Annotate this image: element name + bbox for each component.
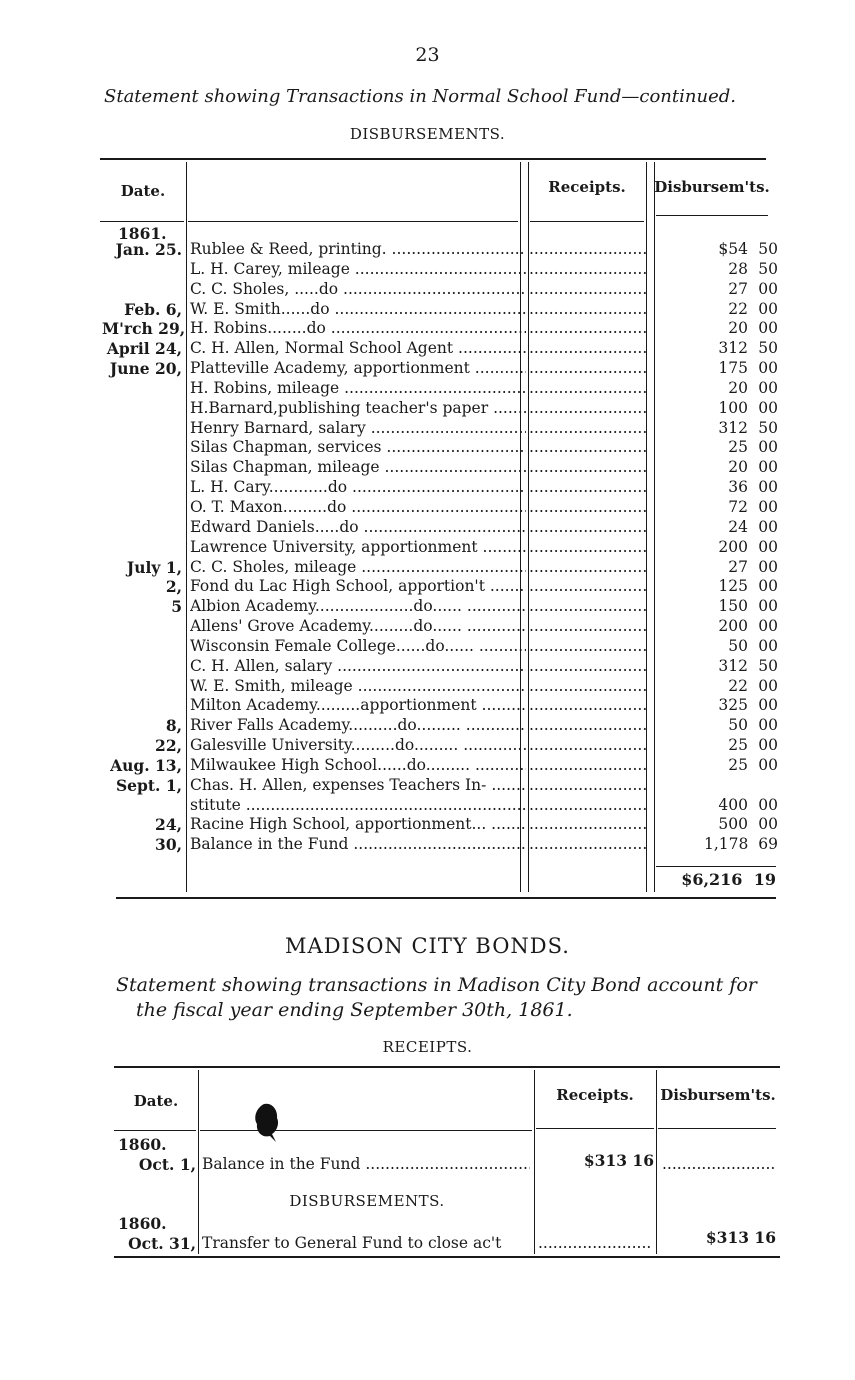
- row-cents: 00: [758, 636, 778, 655]
- row-date: 22,: [155, 736, 182, 756]
- row-cents: 50: [758, 656, 778, 675]
- row-dollars: 200: [718, 617, 748, 636]
- receipts-leader: [527, 379, 647, 399]
- receipts-column-header: Receipts.: [548, 178, 626, 196]
- leader-dots: [662, 1155, 776, 1173]
- table-top-rule: [114, 1066, 780, 1068]
- row-dollars: 20: [728, 378, 748, 397]
- table-row: [102, 776, 782, 796]
- row-dollars: 200: [718, 537, 748, 556]
- total-dollars: $6,216: [681, 870, 743, 889]
- table-row: [102, 498, 782, 518]
- row-amount: [652, 558, 778, 578]
- disbursements-table: [102, 240, 782, 855]
- receipt-year: 1860.: [118, 1135, 167, 1154]
- row-cents: 00: [758, 279, 778, 298]
- row-description: W. E. Smith, mileage .....: [190, 677, 526, 697]
- row-dollars: 72: [728, 497, 748, 516]
- row-description: Rublee & Reed, printing. .....: [190, 240, 526, 260]
- table-row: [102, 657, 782, 677]
- receipts-column-header: Receipts.: [556, 1086, 634, 1104]
- receipt-description: Balance in the Fund .....: [202, 1155, 530, 1173]
- header-underline: [656, 215, 768, 216]
- row-cents: 00: [758, 359, 778, 378]
- row-date: July 1,: [126, 557, 182, 577]
- row-cents: 00: [758, 736, 778, 755]
- row-cents: 00: [758, 378, 778, 397]
- row-dollars: $54: [718, 240, 748, 258]
- row-date: 30,: [155, 835, 182, 855]
- table-row: [102, 379, 782, 399]
- row-amount: [652, 458, 778, 478]
- receipts-leader: [527, 637, 647, 657]
- row-description: Galesville University.........do......... .....: [190, 736, 526, 756]
- receipts-leader: [527, 835, 647, 855]
- row-description: Milton Academy.........apportionment .....: [190, 696, 526, 716]
- year-label: 1861.: [118, 224, 167, 243]
- row-date: June 20,: [109, 359, 182, 379]
- receipts-leader: [527, 716, 647, 736]
- row-amount: [652, 260, 778, 280]
- row-dollars: 25: [728, 736, 748, 755]
- table-row: [102, 458, 782, 478]
- madison-statement-line-2: the fiscal year ending September 30th, 1861.: [136, 999, 573, 1021]
- receipts-leader: [527, 696, 647, 716]
- row-description: Platteville Academy, apportionment .....: [190, 359, 526, 379]
- table-row: [102, 260, 782, 280]
- row-amount: [652, 577, 778, 597]
- row-dollars: 22: [728, 299, 748, 318]
- receipt-date: Oct. 1,: [138, 1155, 196, 1174]
- row-dollars: 20: [728, 458, 748, 477]
- row-cents: 00: [758, 517, 778, 536]
- table-row: [102, 835, 782, 855]
- row-dollars: 312: [718, 339, 748, 358]
- row-description: C. H. Allen, salary .....: [190, 657, 526, 677]
- row-dollars: 150: [718, 597, 748, 616]
- row-amount: [652, 716, 778, 736]
- table-row: [102, 280, 782, 300]
- madison-statement-line-1: Statement showing transactions in Madison City Bond account for: [116, 974, 757, 996]
- row-amount: [652, 478, 778, 498]
- row-amount: [652, 300, 778, 320]
- row-date: 24,: [155, 815, 182, 835]
- receipts-leader: [527, 736, 647, 756]
- row-amount: [652, 617, 778, 637]
- receipts-leader: [527, 399, 647, 419]
- row-date: M'rch 29,: [102, 319, 186, 339]
- row-amount: [652, 657, 778, 677]
- row-cents: 50: [758, 259, 778, 278]
- ink-blot: [250, 1100, 284, 1144]
- row-description: W. E. Smith......do .....: [190, 300, 526, 320]
- row-dollars: 24: [728, 517, 748, 536]
- disbursement-year: 1860.: [118, 1214, 167, 1233]
- receipts-leader: [527, 558, 647, 578]
- row-cents: 00: [758, 299, 778, 318]
- statement-title: Statement showing Transactions in Normal School Fund—continued.: [104, 86, 736, 107]
- row-cents: 00: [758, 398, 778, 417]
- row-amount: [652, 518, 778, 538]
- table-row: [102, 756, 782, 776]
- row-cents: 00: [758, 795, 778, 814]
- table-row: [102, 359, 782, 379]
- row-amount: [652, 696, 778, 716]
- header-underline: [188, 221, 518, 222]
- table-bottom-rule: [116, 897, 776, 899]
- table-row: [102, 696, 782, 716]
- row-cents: 50: [758, 240, 778, 258]
- row-dollars: 1,178: [704, 835, 749, 854]
- row-dollars: 125: [718, 577, 748, 596]
- row-dollars: 312: [718, 656, 748, 675]
- row-description: Lawrence University, apportionment .....: [190, 538, 526, 558]
- receipts-leader: [527, 518, 647, 538]
- table-row: [102, 319, 782, 339]
- disbursement-date: Oct. 31,: [128, 1234, 196, 1253]
- row-dollars: 27: [728, 557, 748, 576]
- row-cents: 00: [758, 716, 778, 735]
- receipts-leader: [527, 597, 647, 617]
- row-cents: 00: [758, 458, 778, 477]
- row-cents: 00: [758, 815, 778, 834]
- receipts-leader: [527, 577, 647, 597]
- receipts-leader: [527, 240, 647, 260]
- row-dollars: 100: [718, 398, 748, 417]
- row-description: C. H. Allen, Normal School Agent .....: [190, 339, 526, 359]
- table-row: [102, 399, 782, 419]
- row-date: 5: [171, 597, 182, 617]
- row-description: River Falls Academy..........do......... .....: [190, 716, 526, 736]
- table-bottom-rule: [114, 1256, 780, 1258]
- header-underline: [658, 1128, 776, 1129]
- row-dollars: 400: [718, 795, 748, 814]
- row-dollars: 50: [728, 636, 748, 655]
- row-dollars: 175: [718, 359, 748, 378]
- table-row: [102, 677, 782, 697]
- row-description: Fond du Lac High School, apportion't .....: [190, 577, 526, 597]
- row-description: Silas Chapman, services .....: [190, 438, 526, 458]
- receipts-leader: [527, 339, 647, 359]
- row-date: Aug. 13,: [110, 755, 182, 775]
- receipts-leader: [527, 300, 647, 320]
- row-description: Balance in the Fund .....: [190, 835, 526, 855]
- receipts-leader: [527, 438, 647, 458]
- disbursements-column-header: Disbursem'ts.: [660, 1086, 776, 1104]
- row-description: Chas. H. Allen, expenses Teachers In- .....: [190, 776, 526, 796]
- table-top-rule: [100, 158, 766, 160]
- section-title: MADISON CITY BONDS.: [285, 934, 570, 958]
- table-row: [102, 577, 782, 597]
- row-description: Allens' Grove Academy.........do...... .....: [190, 617, 526, 637]
- row-dollars: 28: [728, 259, 748, 278]
- row-description: stitute .....: [190, 796, 526, 816]
- table-row: [102, 796, 782, 816]
- header-underline: [114, 1130, 196, 1131]
- receipts-leader: [527, 458, 647, 478]
- table-row: [102, 558, 782, 578]
- row-dollars: 36: [728, 478, 748, 497]
- receipts-leader: [527, 498, 647, 518]
- receipts-heading: RECEIPTS.: [382, 1038, 473, 1056]
- receipts-leader: [527, 796, 647, 816]
- receipts-leader: [527, 538, 647, 558]
- row-amount: [652, 240, 778, 260]
- row-amount: [652, 597, 778, 617]
- header-underline: [530, 221, 644, 222]
- row-description: Albion Academy....................do...... .....: [190, 597, 526, 617]
- row-amount: [652, 835, 778, 855]
- receipt-amount: $313 16: [583, 1151, 654, 1170]
- row-amount: [652, 359, 778, 379]
- row-amount: [652, 736, 778, 756]
- row-description: C. C. Sholes, .....do .....: [190, 280, 526, 300]
- total-amount: [652, 870, 776, 889]
- date-column-header: Date.: [120, 182, 166, 200]
- receipts-leader: [527, 419, 647, 439]
- row-description: Racine High School, apportionment... .....: [190, 815, 526, 835]
- column-divider: [198, 1070, 199, 1254]
- row-date: Sept. 1,: [115, 775, 182, 795]
- receipts-leader: [527, 260, 647, 280]
- table-row: [102, 617, 782, 637]
- row-dollars: 25: [728, 438, 748, 457]
- table-row: [102, 339, 782, 359]
- receipts-leader: [527, 677, 647, 697]
- row-description: Silas Chapman, mileage .....: [190, 458, 526, 478]
- row-amount: [652, 796, 778, 816]
- row-date: 2,: [165, 577, 182, 597]
- row-amount: [652, 637, 778, 657]
- row-amount: [652, 399, 778, 419]
- receipts-leader: [527, 319, 647, 339]
- receipts-leader: [527, 756, 647, 776]
- row-cents: 00: [758, 617, 778, 636]
- table-row: [102, 300, 782, 320]
- total-rule: [656, 866, 776, 867]
- disbursement-description: Transfer to General Fund to close ac't: [202, 1234, 502, 1252]
- receipts-leader: [527, 617, 647, 637]
- row-description: O. T. Maxon.........do .....: [190, 498, 526, 518]
- disbursement-amount: $313 16: [705, 1228, 776, 1247]
- row-cents: 00: [758, 597, 778, 616]
- row-description: Wisconsin Female College......do...... .....: [190, 637, 526, 657]
- row-date: Jan. 25.: [115, 240, 182, 259]
- total-cents: 19: [753, 870, 776, 889]
- row-cents: 00: [758, 557, 778, 576]
- row-cents: 00: [758, 696, 778, 715]
- row-dollars: 325: [718, 696, 748, 715]
- row-amount: [652, 815, 778, 835]
- receipts-leader: [527, 815, 647, 835]
- row-description: L. H. Carey, mileage .....: [190, 260, 526, 280]
- row-dollars: 22: [728, 676, 748, 695]
- row-cents: 00: [758, 577, 778, 596]
- row-date: Feb. 6,: [124, 299, 182, 319]
- row-amount: [652, 280, 778, 300]
- table-row: [102, 518, 782, 538]
- table-row: [102, 478, 782, 498]
- table-row: [102, 597, 782, 617]
- header-underline: [100, 221, 184, 222]
- table-row: [102, 240, 782, 260]
- row-amount: [652, 756, 778, 776]
- row-amount: [652, 319, 778, 339]
- leader-dots: [538, 1234, 652, 1252]
- disbursements-column-header: Disbursem'ts.: [654, 178, 770, 196]
- row-description: H. Robins........do .....: [190, 319, 526, 339]
- row-cents: 00: [758, 537, 778, 556]
- row-dollars: 500: [718, 815, 748, 834]
- table-row: [102, 815, 782, 835]
- row-cents: 00: [758, 319, 778, 338]
- row-cents: 00: [758, 676, 778, 695]
- row-dollars: 25: [728, 755, 748, 774]
- receipts-leader: [527, 478, 647, 498]
- page-number: 23: [415, 44, 440, 66]
- row-amount: [652, 379, 778, 399]
- row-cents: 50: [758, 418, 778, 437]
- row-amount: [652, 438, 778, 458]
- row-date: April 24,: [106, 339, 182, 359]
- row-cents: 00: [758, 478, 778, 497]
- row-description: Edward Daniels.....do .....: [190, 518, 526, 538]
- row-amount: [652, 538, 778, 558]
- row-amount: [652, 677, 778, 697]
- row-description: L. H. Cary............do .....: [190, 478, 526, 498]
- header-underline: [536, 1128, 654, 1129]
- receipts-leader: [527, 776, 647, 796]
- row-description: C. C. Sholes, mileage .....: [190, 558, 526, 578]
- table-row: [102, 438, 782, 458]
- row-description: H. Robins, mileage .....: [190, 379, 526, 399]
- row-date: 8,: [165, 716, 182, 736]
- row-description: Henry Barnard, salary .....: [190, 419, 526, 439]
- row-cents: 00: [758, 755, 778, 774]
- receipts-leader: [527, 280, 647, 300]
- row-cents: 69: [758, 835, 778, 854]
- row-description: H.Barnard,publishing teacher's paper .....: [190, 399, 526, 419]
- date-column-header: Date.: [133, 1092, 179, 1110]
- row-dollars: 312: [718, 418, 748, 437]
- table-row: [102, 736, 782, 756]
- row-cents: 00: [758, 438, 778, 457]
- row-cents: 00: [758, 497, 778, 516]
- disbursements-heading: DISBURSEMENTS.: [349, 125, 506, 143]
- disbursements-subheading: DISBURSEMENTS.: [289, 1192, 445, 1210]
- row-cents: 50: [758, 339, 778, 358]
- row-dollars: 20: [728, 319, 748, 338]
- table-row: [102, 538, 782, 558]
- row-amount: [652, 339, 778, 359]
- receipts-leader: [527, 657, 647, 677]
- table-row: [102, 716, 782, 736]
- row-amount: [652, 498, 778, 518]
- row-dollars: 50: [728, 716, 748, 735]
- table-row: [102, 637, 782, 657]
- row-dollars: 27: [728, 279, 748, 298]
- receipts-leader: [527, 359, 647, 379]
- table-row: [102, 419, 782, 439]
- row-amount: [652, 419, 778, 439]
- row-description: Milwaukee High School......do......... .....: [190, 756, 526, 776]
